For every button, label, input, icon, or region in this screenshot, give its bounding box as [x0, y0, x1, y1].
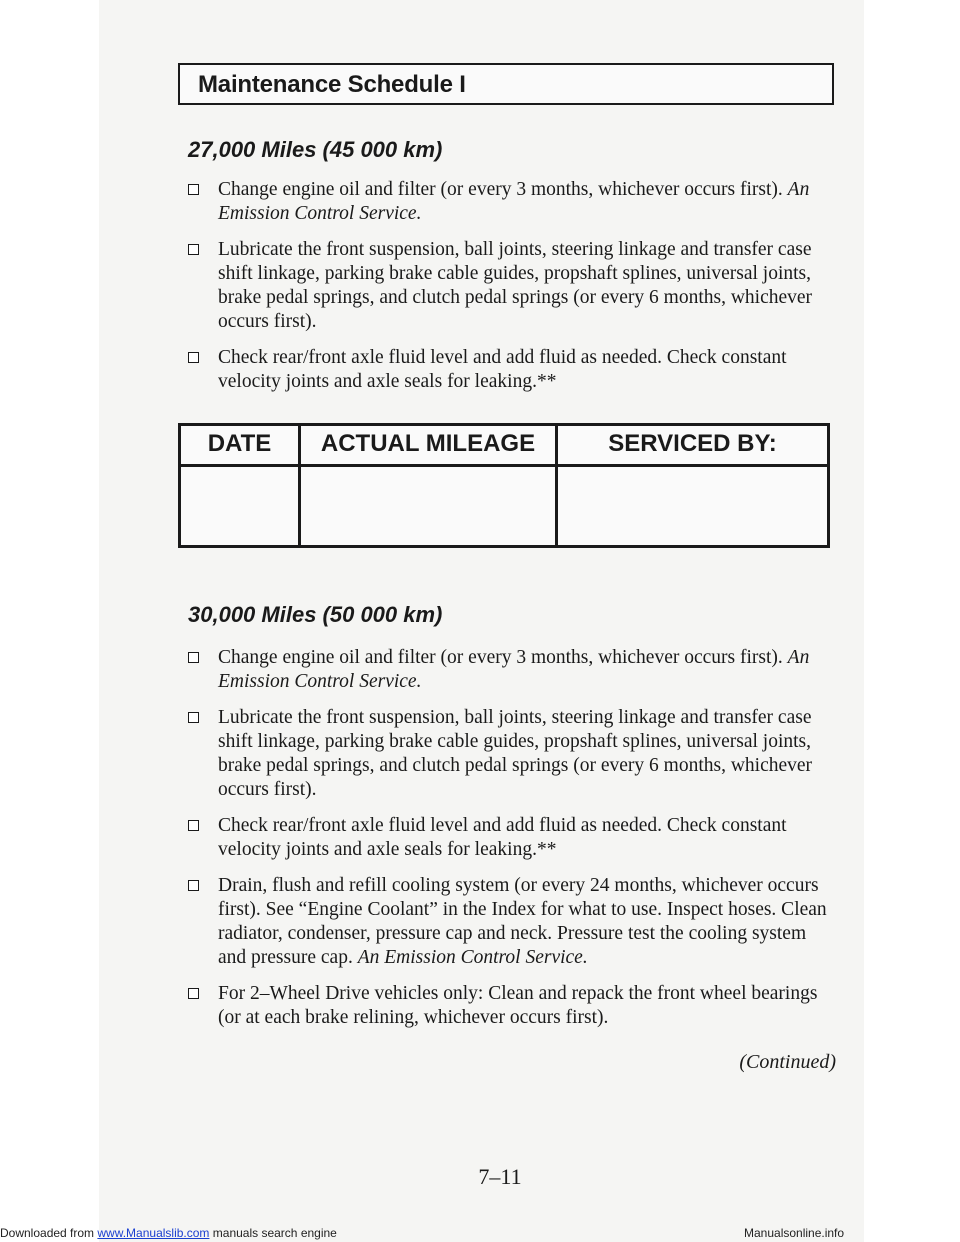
checkbox[interactable]	[188, 712, 199, 723]
checklist-item	[188, 874, 838, 970]
checklist-27000	[188, 178, 838, 406]
checkbox[interactable]	[188, 244, 199, 255]
footer-watermark: Manualsonline.info	[744, 1226, 845, 1240]
item-text: Drain, flush and refill cooling system (or every 24 months, whichever occurs first). See “Engine Coolant” in the Index for what to use. Inspect hoses. Clean radiator, condenser, pressure cap and neck. Pressure test the cooling system and pressure cap.	[218, 875, 827, 968]
section-title-30000: 30,000 Miles (50 000 km)	[188, 602, 443, 627]
checklist-item	[188, 706, 838, 802]
item-emphasis: An Emission Control Service.	[218, 647, 810, 692]
section-title-27000: 27,000 Miles (45 000 km)	[188, 137, 443, 162]
page-number: 7–11	[478, 1164, 522, 1189]
item-text: Lubricate the front suspension, ball joints, steering linkage and transfer case shift linkage, parking brake cable guides, propshaft splines, universal joints, brake pedal springs, and clutch pedal springs (or every 6 months, whichever occurs first).	[218, 707, 813, 800]
checkbox[interactable]	[188, 652, 199, 663]
header-date: DATE	[207, 430, 272, 457]
checklist-item	[188, 646, 838, 694]
header-serviced-by: SERVICED BY:	[608, 430, 777, 457]
service-log-table	[178, 423, 830, 548]
checklist-item	[188, 238, 838, 334]
checkbox[interactable]	[188, 820, 199, 831]
item-emphasis: An Emission Control Service.	[218, 179, 810, 224]
item-text: Check rear/front axle fluid level and add fluid as needed. Check constant velocity joints and axle seals for leaking.**	[218, 347, 787, 392]
checklist-item	[188, 982, 838, 1030]
checklist-item	[188, 178, 838, 226]
download-footer	[0, 1226, 337, 1240]
checkbox[interactable]	[188, 880, 199, 891]
footer-prefix: Downloaded from	[0, 1226, 98, 1240]
continued-note: (Continued)	[739, 1051, 836, 1073]
item-text: For 2–Wheel Drive vehicles only: Clean and repack the front wheel bearings (or at each brake relining, whichever occurs first).	[218, 983, 818, 1028]
checklist-30000	[188, 646, 838, 1042]
header-actual-mileage: ACTUAL MILEAGE	[320, 430, 536, 457]
item-text: Lubricate the front suspension, ball joints, steering linkage and transfer case shift linkage, parking brake cable guides, propshaft splines, universal joints, brake pedal springs, and clutch pedal springs (or every 6 months, whichever occurs first).	[218, 239, 813, 332]
checkbox[interactable]	[188, 352, 199, 363]
checklist-item	[188, 814, 838, 862]
checkbox[interactable]	[188, 988, 199, 999]
item-text: Change engine oil and filter (or every 3 months, whichever occurs first).	[218, 179, 788, 200]
item-text: Check rear/front axle fluid level and add fluid as needed. Check constant velocity joints and axle seals for leaking.**	[218, 815, 787, 860]
checkbox[interactable]	[188, 184, 199, 195]
item-emphasis: An Emission Control Service.	[357, 947, 588, 968]
page-title: Maintenance Schedule I	[198, 71, 466, 98]
mileage-entry-cell[interactable]	[301, 467, 555, 545]
footer-suffix: manuals search engine	[209, 1226, 337, 1240]
serviced-by-entry-cell[interactable]	[558, 467, 827, 545]
manualslib-link[interactable]: www.Manualslib.com	[97, 1226, 210, 1240]
checklist-item	[188, 346, 838, 394]
date-entry-cell[interactable]	[181, 467, 298, 545]
page-header	[178, 63, 834, 105]
item-text: Change engine oil and filter (or every 3 months, whichever occurs first).	[218, 647, 788, 668]
